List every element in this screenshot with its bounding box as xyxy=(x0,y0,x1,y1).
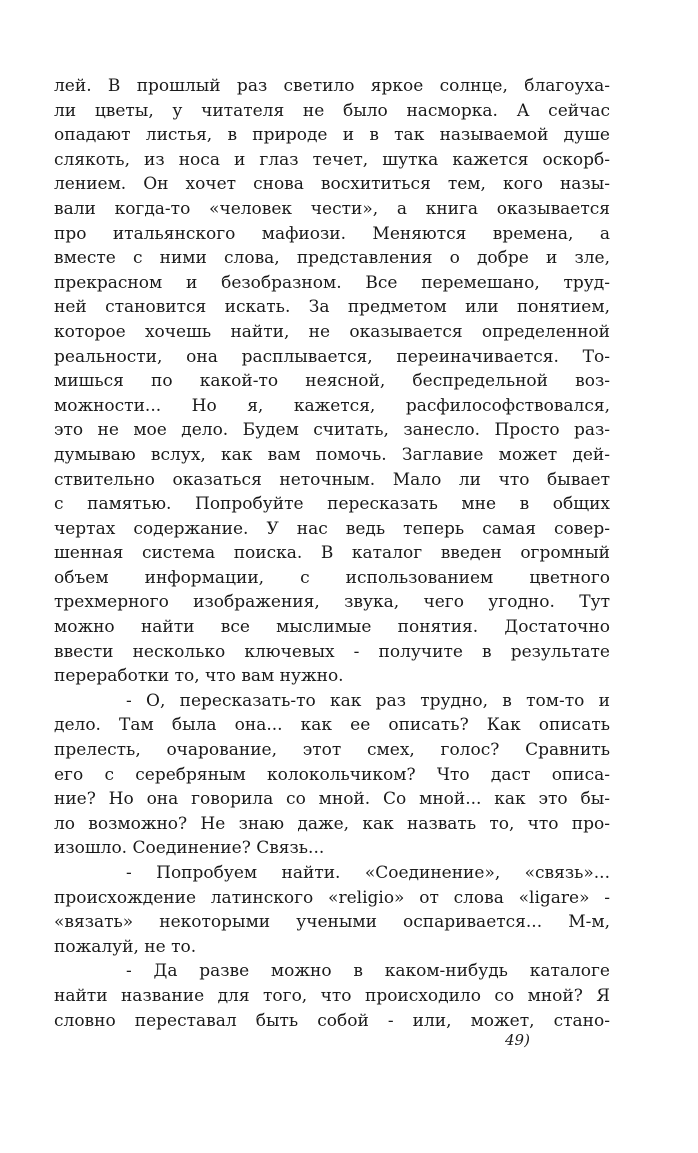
text-line: - О, пересказать-то как раз трудно, в том-то и xyxy=(126,690,610,711)
body-text xyxy=(54,74,610,1033)
text-line: шенная система поиска. В каталог введен огромный xyxy=(54,543,610,564)
text-line: найти название для того, что происходило со мной? Я xyxy=(54,985,610,1006)
text-line: ли цветы, у читателя не было насморка. А сейчас xyxy=(54,100,610,121)
text-line: пожалуй, не то. xyxy=(54,936,197,957)
text-line: - Попробуем найти. «Соединение», «связь»... xyxy=(126,863,610,883)
text-line: объем информации, с использованием цветного xyxy=(54,567,610,588)
text-line: чертах содержание. У нас ведь теперь самая совер- xyxy=(54,518,610,539)
text-line: лей. В прошлый раз светило яркое солнце, благоуха- xyxy=(54,76,610,96)
text-line: «вязать» некоторыми учеными оспаривается... М-м, xyxy=(54,912,610,933)
text-line: прелесть, очарование, этот смех, голос? Сравнить xyxy=(54,740,610,761)
text-line: про итальянского мафиози. Меняются времена, а xyxy=(54,223,610,244)
text-line: трехмерного изображения, звука, чего угодно. Тут xyxy=(54,592,610,613)
text-line: можности... Но я, кажется, расфилософствовался, xyxy=(54,395,610,416)
text-line: которое хочешь найти, не оказывается определенной xyxy=(54,321,610,342)
text-line: происхождение латинского «religio» от слова «ligare» - xyxy=(54,887,610,908)
text-line: опадают листья, в природе и в так называемой душе xyxy=(54,125,610,146)
text-line: ввести несколько ключевых - получите в результате xyxy=(54,641,610,662)
text-line: словно переставал быть собой - или, может, стано- xyxy=(54,1010,610,1031)
text-line: ней становится искать. За предметом или понятием, xyxy=(54,297,610,318)
text-line: ние? Но она говорила со мной. Со мной... как это бы- xyxy=(54,789,610,810)
text-line: ствительно оказаться неточным. Мало ли что бывает xyxy=(54,469,610,490)
text-line: изошло. Соединение? Связь... xyxy=(54,838,325,859)
text-line: ло возможно? Не знаю даже, как назвать то, что про- xyxy=(54,813,610,834)
text-line: переработки то, что вам нужно. xyxy=(54,666,344,687)
text-line: думываю вслух, как вам помочь. Заглавие может дей- xyxy=(54,444,610,465)
text-line: можно найти все мыслимые понятия. Достаточно xyxy=(54,617,610,638)
text-line: мишься по какой-то неясной, беспредельной воз- xyxy=(54,371,610,392)
text-line: реальности, она расплывается, переиначивается. То- xyxy=(54,346,610,367)
text-line: его с серебряным колокольчиком? Что даст описа- xyxy=(54,764,610,785)
text-line: с памятью. Попробуйте пересказать мне в общих xyxy=(54,494,610,515)
text-line: вали когда-то «человек чести», а книга оказывается xyxy=(54,198,610,219)
text-line: это не мое дело. Будем считать, занесло. Просто раз- xyxy=(54,420,610,441)
text-line: слякоть, из носа и глаз течет, шутка кажется оскорб- xyxy=(54,149,610,170)
text-line: вместе с ними слова, представления о добре и зле, xyxy=(54,248,610,269)
text-line: прекрасном и безобразном. Все перемешано, труд- xyxy=(54,272,610,293)
page-number: 49) xyxy=(505,1031,530,1049)
text-line: лением. Он хочет снова восхититься тем, кого назы- xyxy=(54,174,610,195)
text-line: - Да разве можно в каком-нибудь каталоге xyxy=(126,961,610,982)
text-line: дело. Там была она... как ее описать? Как описать xyxy=(54,715,610,736)
